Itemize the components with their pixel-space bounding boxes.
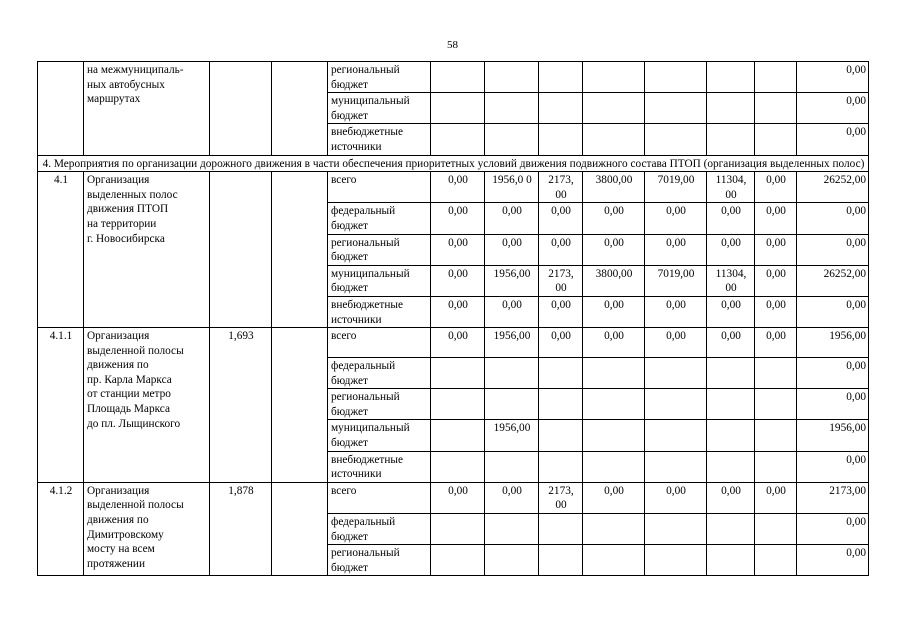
total-value-cell: 0,00 [797, 545, 869, 576]
year-value-cell: 2173, 00 [539, 482, 583, 513]
event-name-line: выделенной полосы [87, 344, 184, 357]
year-value-cell: 3800,00 [583, 172, 645, 203]
funding-source-cell: муниципальный бюджет [328, 420, 431, 451]
event-name-line: до пл. Лыщинского [87, 417, 181, 430]
year-value-cell: 0,00 [645, 482, 707, 513]
empty-cell [272, 328, 328, 483]
event-name-line: от станции метро [87, 388, 171, 401]
year-value-cell [583, 358, 645, 389]
year-value-cell: 0,00 [707, 328, 755, 358]
total-value-cell: 1956,00 [797, 328, 869, 358]
year-value-cell: 0,00 [431, 203, 485, 234]
year-value-cell [645, 124, 707, 155]
year-value-cell [485, 93, 539, 124]
event-name-line: маршрутах [87, 93, 141, 106]
event-name-line: Площадь Маркса [87, 403, 170, 416]
year-value-cell [583, 514, 645, 545]
section-row [38, 155, 869, 172]
year-value-cell: 0,00 [583, 203, 645, 234]
funding-source-cell: муниципальный бюджет [328, 265, 431, 296]
year-value-cell: 0,00 [539, 328, 583, 358]
year-value-cell [583, 62, 645, 93]
event-name-line: на территории [87, 217, 157, 230]
year-value-cell: 0,00 [755, 328, 797, 358]
year-value-cell: 0,00 [707, 482, 755, 513]
year-value-cell [755, 62, 797, 93]
event-name-line: движения по [87, 359, 149, 372]
total-value-cell: 26252,00 [797, 265, 869, 296]
year-value-cell [583, 93, 645, 124]
year-value-cell [645, 62, 707, 93]
funding-source-cell: региональный бюджет [328, 389, 431, 420]
budget-table [37, 61, 869, 576]
total-value-cell: 0,00 [797, 234, 869, 265]
year-value-cell [707, 124, 755, 155]
empty-cell [272, 62, 328, 156]
event-name-line: г. Новосибирска [87, 232, 165, 245]
year-value-cell [645, 420, 707, 451]
section-title: 4. Мероприятия по организации дорожного движения в части обеспечения приоритетных условий движения подвижного состава ПТОП (организация выделенных полос) [38, 155, 869, 172]
event-name-line: ных автобусных [87, 78, 165, 91]
year-value-cell [539, 545, 583, 576]
funding-source-cell: региональный бюджет [328, 62, 431, 93]
year-value-cell: 0,00 [485, 296, 539, 327]
year-value-cell [431, 451, 485, 482]
event-name-line: выделенных полос [87, 188, 178, 201]
year-value-cell: 0,00 [755, 296, 797, 327]
event-name-line: движения ПТОП [87, 203, 169, 216]
table-row [38, 328, 869, 358]
year-value-cell: 0,00 [485, 234, 539, 265]
year-value-cell [539, 451, 583, 482]
table-row [38, 482, 869, 513]
year-value-cell: 0,00 [755, 203, 797, 234]
table-row [38, 172, 869, 203]
year-value-cell: 0,00 [583, 328, 645, 358]
year-value-cell [707, 93, 755, 124]
year-value-cell [645, 514, 707, 545]
year-value-cell: 0,00 [645, 328, 707, 358]
year-value-cell: 11304, 00 [707, 172, 755, 203]
year-value-cell [645, 358, 707, 389]
year-value-cell [485, 124, 539, 155]
event-name-line: Димитровскому [87, 528, 164, 541]
year-value-cell: 2173, 00 [539, 265, 583, 296]
length-cell [210, 172, 272, 328]
year-value-cell: 0,00 [755, 265, 797, 296]
year-value-cell: 0,00 [431, 265, 485, 296]
funding-source-cell: всего [328, 482, 431, 513]
funding-source-cell: внебюджетные источники [328, 296, 431, 327]
event-name-cell [84, 62, 210, 156]
length-cell [210, 62, 272, 156]
year-value-cell [755, 358, 797, 389]
year-value-cell [755, 389, 797, 420]
empty-cell [272, 172, 328, 328]
year-value-cell [583, 389, 645, 420]
year-value-cell [485, 62, 539, 93]
table-row [38, 62, 869, 93]
year-value-cell [431, 358, 485, 389]
funding-source-cell: федеральный бюджет [328, 203, 431, 234]
year-value-cell: 0,00 [583, 296, 645, 327]
empty-cell [272, 482, 328, 576]
year-value-cell [485, 389, 539, 420]
total-value-cell: 0,00 [797, 124, 869, 155]
year-value-cell: 1956,00 [485, 265, 539, 296]
funding-source-cell: всего [328, 172, 431, 203]
funding-source-cell: федеральный бюджет [328, 358, 431, 389]
year-value-cell [707, 420, 755, 451]
year-value-cell: 0,00 [707, 296, 755, 327]
year-value-cell: 0,00 [755, 172, 797, 203]
total-value-cell: 0,00 [797, 62, 869, 93]
event-name-line: Организация [87, 484, 150, 497]
year-value-cell [539, 389, 583, 420]
total-value-cell: 0,00 [797, 514, 869, 545]
year-value-cell [645, 389, 707, 420]
year-value-cell: 0,00 [431, 296, 485, 327]
year-value-cell [755, 124, 797, 155]
year-value-cell [431, 124, 485, 155]
length-cell: 1,693 [210, 328, 272, 483]
year-value-cell [645, 545, 707, 576]
year-value-cell [707, 545, 755, 576]
year-value-cell [485, 358, 539, 389]
year-value-cell: 0,00 [485, 482, 539, 513]
year-value-cell: 0,00 [645, 234, 707, 265]
year-value-cell [583, 451, 645, 482]
row-number-cell [38, 62, 84, 156]
year-value-cell [539, 358, 583, 389]
year-value-cell [755, 514, 797, 545]
total-value-cell: 1956,00 [797, 420, 869, 451]
funding-source-cell: внебюджетные источники [328, 124, 431, 155]
year-value-cell: 0,00 [539, 234, 583, 265]
year-value-cell [707, 358, 755, 389]
total-value-cell: 26252,00 [797, 172, 869, 203]
total-value-cell: 0,00 [797, 93, 869, 124]
year-value-cell: 0,00 [539, 296, 583, 327]
year-value-cell [583, 124, 645, 155]
event-name-line: Организация [87, 174, 150, 187]
year-value-cell: 0,00 [431, 482, 485, 513]
year-value-cell [645, 93, 707, 124]
event-name-cell [84, 172, 210, 328]
total-value-cell: 0,00 [797, 358, 869, 389]
funding-source-cell: федеральный бюджет [328, 514, 431, 545]
total-value-cell: 0,00 [797, 451, 869, 482]
funding-source-cell: региональный бюджет [328, 234, 431, 265]
year-value-cell: 0,00 [755, 482, 797, 513]
year-value-cell [539, 124, 583, 155]
event-name-line: протяжении [87, 557, 145, 570]
year-value-cell [539, 420, 583, 451]
year-value-cell [755, 451, 797, 482]
year-value-cell: 0,00 [539, 203, 583, 234]
event-name-line: Организация [87, 330, 150, 343]
year-value-cell [485, 545, 539, 576]
year-value-cell [485, 514, 539, 545]
page-number: 58 [447, 39, 458, 51]
table-body [38, 62, 869, 576]
event-name-line: мосту на всем [87, 543, 155, 556]
year-value-cell: 0,00 [583, 234, 645, 265]
year-value-cell: 0,00 [755, 234, 797, 265]
year-value-cell: 0,00 [431, 172, 485, 203]
year-value-cell [431, 545, 485, 576]
funding-source-cell: внебюджетные источники [328, 451, 431, 482]
total-value-cell: 0,00 [797, 296, 869, 327]
year-value-cell [755, 420, 797, 451]
funding-source-cell: муниципальный бюджет [328, 93, 431, 124]
year-value-cell [755, 93, 797, 124]
total-value-cell: 2173,00 [797, 482, 869, 513]
total-value-cell: 0,00 [797, 389, 869, 420]
event-name-cell [84, 328, 210, 483]
year-value-cell [431, 93, 485, 124]
year-value-cell [645, 451, 707, 482]
event-name-cell [84, 482, 210, 576]
year-value-cell [707, 514, 755, 545]
year-value-cell [755, 545, 797, 576]
total-value-cell: 0,00 [797, 203, 869, 234]
event-name-line: движения по [87, 514, 149, 527]
funding-source-cell: всего [328, 328, 431, 358]
year-value-cell [583, 545, 645, 576]
funding-source-cell: региональный бюджет [328, 545, 431, 576]
year-value-cell [539, 93, 583, 124]
year-value-cell [707, 62, 755, 93]
year-value-cell: 1956,00 [485, 328, 539, 358]
year-value-cell: 0,00 [645, 203, 707, 234]
year-value-cell: 0,00 [645, 296, 707, 327]
year-value-cell: 1956,00 [485, 420, 539, 451]
year-value-cell: 0,00 [583, 482, 645, 513]
year-value-cell [539, 62, 583, 93]
year-value-cell: 0,00 [707, 234, 755, 265]
year-value-cell: 0,00 [431, 234, 485, 265]
row-number-cell: 4.1.2 [38, 482, 84, 576]
year-value-cell [431, 514, 485, 545]
year-value-cell [707, 451, 755, 482]
row-number-cell: 4.1.1 [38, 328, 84, 483]
length-cell: 1,878 [210, 482, 272, 576]
row-number-cell: 4.1 [38, 172, 84, 328]
year-value-cell: 11304, 00 [707, 265, 755, 296]
year-value-cell [539, 514, 583, 545]
year-value-cell [431, 389, 485, 420]
year-value-cell [707, 389, 755, 420]
year-value-cell: 0,00 [485, 203, 539, 234]
year-value-cell: 1956,0 0 [485, 172, 539, 203]
year-value-cell [431, 62, 485, 93]
year-value-cell: 2173, 00 [539, 172, 583, 203]
year-value-cell [485, 451, 539, 482]
year-value-cell: 7019,00 [645, 172, 707, 203]
year-value-cell: 3800,00 [583, 265, 645, 296]
year-value-cell: 0,00 [431, 328, 485, 358]
year-value-cell: 0,00 [707, 203, 755, 234]
event-name-line: на межмуниципаль- [87, 64, 184, 76]
year-value-cell [583, 420, 645, 451]
event-name-line: пр. Карла Маркса [87, 373, 172, 386]
event-name-line: выделенной полосы [87, 499, 184, 512]
year-value-cell [431, 420, 485, 451]
year-value-cell: 7019,00 [645, 265, 707, 296]
